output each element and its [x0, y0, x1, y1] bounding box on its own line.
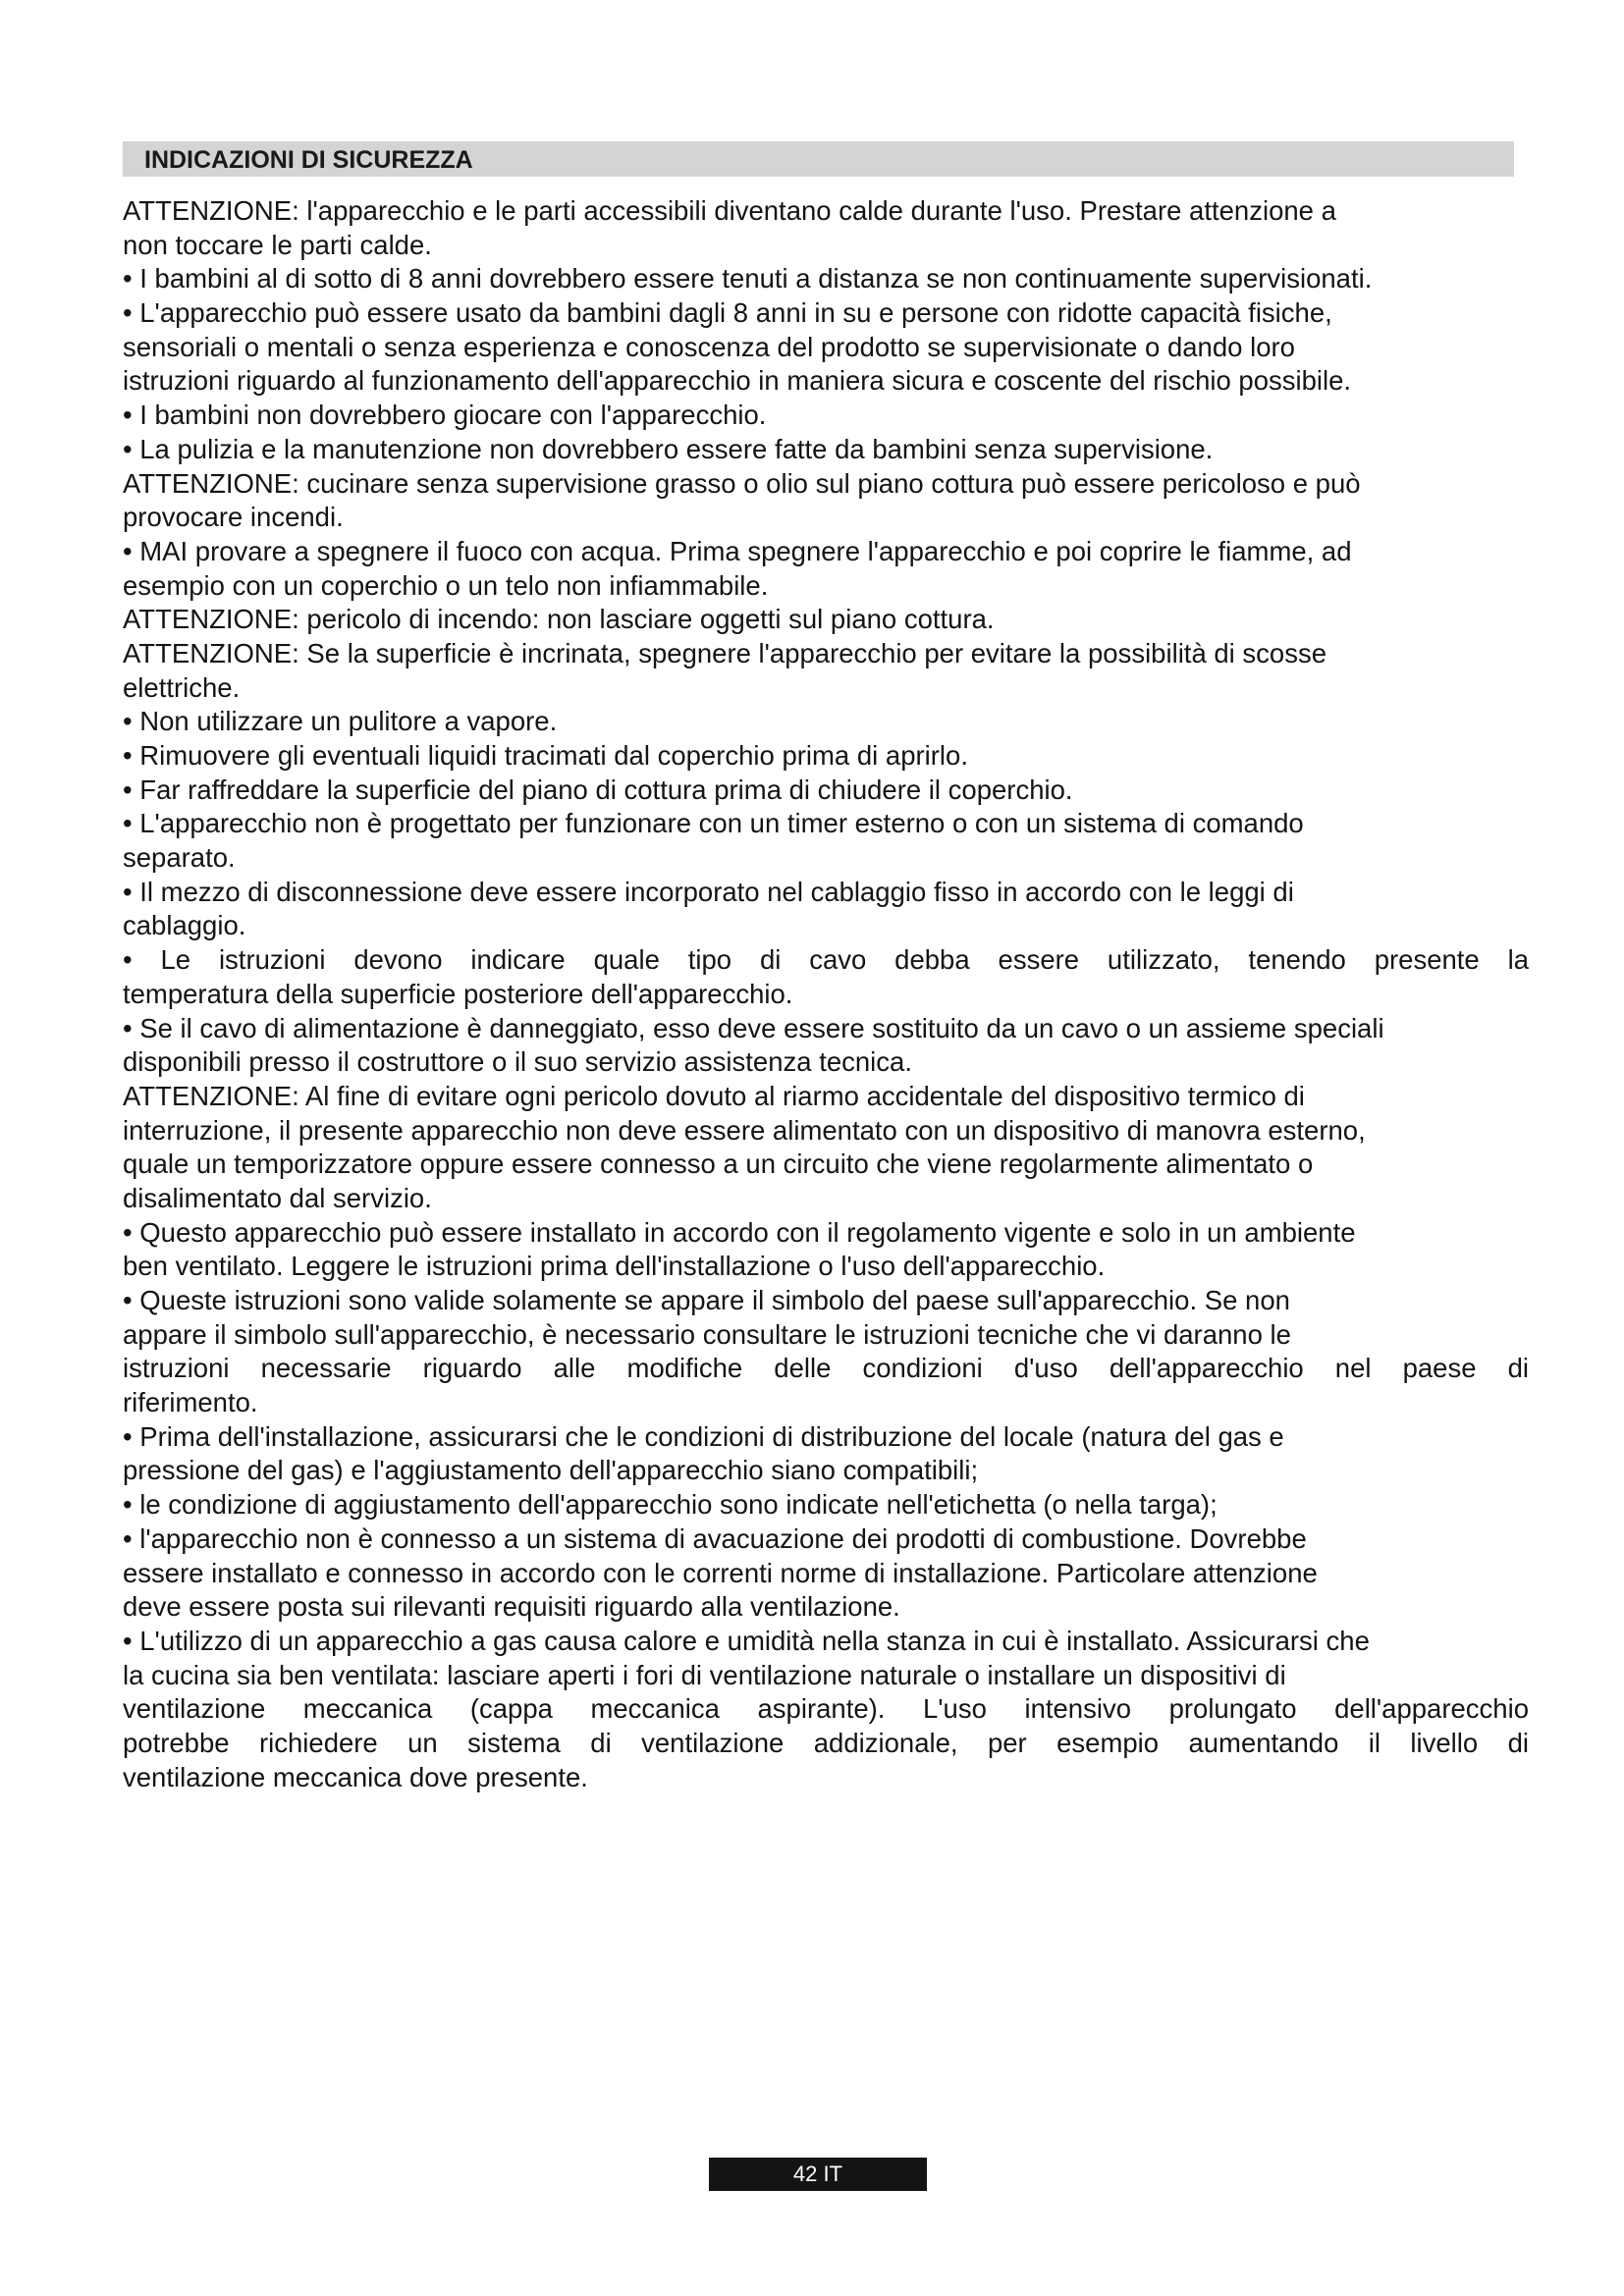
- text-line: potrebbe richiedere un sistema di ventilazione addizionale, per esempio aumentando il livello di: [123, 1727, 1529, 1758]
- text-line: esempio con un coperchio o un telo non infiammabile.: [123, 569, 769, 601]
- text-line: istruzioni riguardo al funzionamento dell'apparecchio in maniera sicura e coscente del rischio possibile.: [123, 365, 1352, 397]
- text-line: ATTENZIONE: pericolo di incendo: non lasciare oggetti sul piano cottura.: [123, 604, 995, 635]
- text-line: ventilazione meccanica (cappa meccanica aspirante). L'uso intensivo prolungato dell'apparecchio: [123, 1693, 1529, 1725]
- text-line: • Non utilizzare un pulitore a vapore.: [123, 706, 558, 737]
- text-line: • Se il cavo di alimentazione è danneggiato, esso deve essere sostituito da un cavo o un assieme speciali: [123, 1012, 1384, 1043]
- text-line: la cucina sia ben ventilata: lasciare aperti i fori di ventilazione naturale o installare un dispositivi di: [123, 1659, 1286, 1690]
- text-line: sensoriali o mentali o senza esperienza e conoscenza del prodotto se supervisionate o dando loro: [123, 331, 1295, 362]
- text-line: quale un temporizzatore oppure essere connesso a un circuito che viene regolarmente alimentato o: [123, 1148, 1314, 1180]
- text-line: • Prima dell'installazione, assicurarsi che le condizioni di distribuzione del locale (natura del gas e: [123, 1420, 1284, 1452]
- text-line: appare il simbolo sull'apparecchio, è necessario consultare le istruzioni tecniche che vi daranno le: [123, 1318, 1291, 1350]
- text-line: • le condizione di aggiustamento dell'apparecchio sono indicate nell'etichetta (o nella targa);: [123, 1489, 1218, 1521]
- text-line: ventilazione meccanica dove presente.: [123, 1761, 588, 1792]
- text-line: • Questo apparecchio può essere installato in accordo con il regolamento vigente e solo in un ambiente: [123, 1216, 1356, 1248]
- text-line: cablaggio.: [123, 910, 246, 941]
- text-line: • Queste istruzioni sono valide solamente se appare il simbolo del paese sull'apparecchio. Se non: [123, 1285, 1290, 1315]
- text-line: disalimentato dal servizio.: [123, 1182, 432, 1213]
- text-line: istruzioni necessarie riguardo alle modifiche delle condizioni d'uso dell'apparecchio nel paese di: [123, 1353, 1529, 1384]
- text-line: • Il mezzo di disconnessione deve essere incorporato nel cablaggio fisso in accordo con le leggi di: [123, 876, 1294, 907]
- text-line: essere installato e connesso in accordo con le correnti norme di installazione. Particolare attenzione: [123, 1557, 1318, 1588]
- section-title: INDICAZIONI DI SICUREZZA: [144, 146, 473, 174]
- text-line: pressione del gas) e l'aggiustamento dell'apparecchio siano compatibili;: [123, 1455, 979, 1486]
- page-number-badge: [709, 2158, 927, 2191]
- text-line: ATTENZIONE: Al fine di evitare ogni pericolo dovuto al riarmo accidentale del dispositivo termico di: [123, 1080, 1305, 1111]
- text-line: • Le istruzioni devono indicare quale tipo di cavo debba essere utilizzato, tenendo presente la: [123, 944, 1529, 976]
- page-number: 42 IT: [792, 2162, 843, 2186]
- safety-instructions-body: [123, 194, 1574, 1794]
- text-line: ATTENZIONE: Se la superficie è incrinata, spegnere l'apparecchio per evitare la possibilità di scosse: [123, 637, 1327, 668]
- text-line: riferimento.: [123, 1387, 258, 1418]
- text-line: ben ventilato. Leggere le istruzioni prima dell'installazione o l'uso dell'apparecchio.: [123, 1251, 1106, 1282]
- text-line: • I bambini al di sotto di 8 anni dovrebbero essere tenuti a distanza se non continuamente supervisionati.: [123, 263, 1373, 294]
- text-line: temperatura della superficie posteriore dell'apparecchio.: [123, 978, 793, 1009]
- text-line: disponibili presso il costruttore o il suo servizio assistenza tecnica.: [123, 1046, 912, 1078]
- text-line: • l'apparecchio non è connesso a un sistema di avacuazione dei prodotti di combustione. Dovrebbe: [123, 1522, 1307, 1554]
- text-line: • L'apparecchio non è progettato per funzionare con un timer esterno o con un sistema di comando: [123, 808, 1304, 839]
- text-line: • L'apparecchio può essere usato da bambini dagli 8 anni in su e persone con ridotte capacità fisiche,: [123, 297, 1332, 329]
- text-line: interruzione, il presente apparecchio non deve essere alimentato con un dispositivo di manovra esterno,: [123, 1114, 1366, 1146]
- text-line: ATTENZIONE: cucinare senza supervisione grasso o olio sul piano cottura può essere pericoloso e può: [123, 467, 1361, 499]
- text-line: provocare incendi.: [123, 502, 344, 533]
- text-line: separato.: [123, 842, 236, 874]
- text-line: deve essere posta sui rilevanti requisiti riguardo alla ventilazione.: [123, 1591, 900, 1623]
- text-line: • Far raffreddare la superficie del piano di cottura prima di chiudere il coperchio.: [123, 774, 1073, 805]
- text-line: • L'utilizzo di un apparecchio a gas causa calore e umidità nella stanza in cui è installato. Assicurarsi che: [123, 1625, 1370, 1656]
- text-line: • I bambini non dovrebbero giocare con l'apparecchio.: [123, 400, 767, 431]
- text-line: elettriche.: [123, 671, 241, 703]
- text-line: non toccare le parti calde.: [123, 229, 432, 260]
- text-line: • Rimuovere gli eventuali liquidi tracimati dal coperchio prima di aprirlo.: [123, 740, 968, 771]
- text-line: ATTENZIONE: l'apparecchio e le parti accessibili diventano calde durante l'uso. Prestare attenzione a: [123, 195, 1336, 226]
- text-line: • MAI provare a spegnere il fuoco con acqua. Prima spegnere l'apparecchio e poi coprire le fiamme, ad: [123, 535, 1352, 566]
- text-line: • La pulizia e la manutenzione non dovrebbero essere fatte da bambini senza supervisione.: [123, 433, 1214, 464]
- section-header-bar: [123, 141, 1514, 177]
